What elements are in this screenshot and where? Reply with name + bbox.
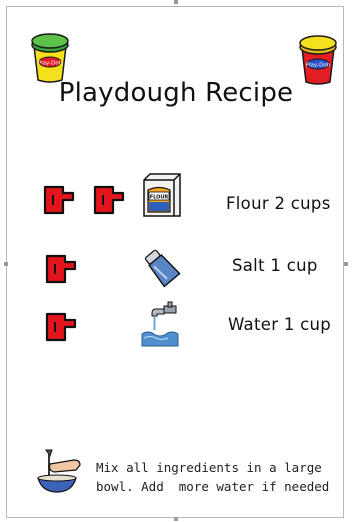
measuring-cup-icon: [92, 183, 126, 217]
resize-handle[interactable]: [174, 0, 178, 4]
resize-handle[interactable]: [174, 517, 178, 521]
mixing-bowl-icon: [30, 446, 84, 496]
measuring-cup-icon: [42, 183, 76, 217]
flour-bag-icon: [140, 172, 186, 220]
instruction-line-2: bowl. Add more water if needed: [96, 479, 330, 494]
yellow-playdough-tub-icon: [26, 28, 74, 84]
instruction-line-1: Mix all ingredients in a large: [96, 460, 322, 475]
tub-label: Play-Doh: [305, 62, 331, 69]
measuring-cup-icon: [44, 310, 78, 344]
ingredient-label-flour: Flour 2 cups: [226, 194, 331, 213]
salt-shaker-icon: [140, 246, 182, 288]
resize-handle[interactable]: [4, 262, 8, 266]
ingredient-label-water: Water 1 cup: [228, 315, 332, 334]
instructions-text: [96, 458, 346, 496]
recipe-title: Playdough Recipe: [58, 78, 294, 108]
flour-bag-text: FLOUR: [149, 194, 169, 201]
measuring-cup-icon: [44, 252, 78, 286]
ingredient-label-salt: Salt 1 cup: [232, 256, 318, 275]
water-tap-icon: [138, 300, 184, 348]
tub-label: Play-Doh: [37, 60, 63, 67]
resize-handle[interactable]: [344, 262, 348, 266]
